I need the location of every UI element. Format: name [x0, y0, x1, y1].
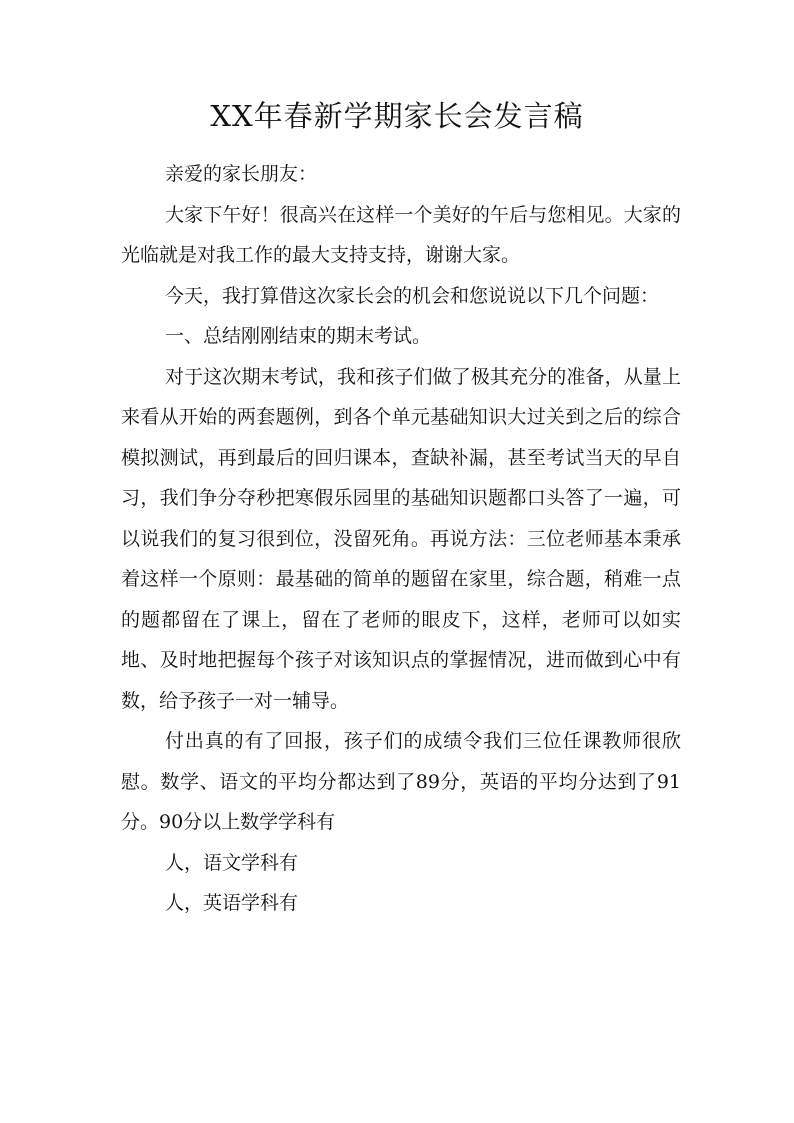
paragraph-intro: 今天，我打算借这次家长会的机会和您说说以下几个问题：	[165, 284, 660, 307]
paragraph-english-count: 人，英语学科有	[165, 892, 299, 914]
paragraph-exam-prep: 对于这次期末考试，我和孩子们做了极其充分的准备，从量上来看从开始的两套题例，到各个单元基础知识大过关到之后的综合模拟测试，再到最后的回归课本，查缺补漏，甚至考试当天的早自习，我们争分夺秒把寒假乐园里的基础知识题都口头答了一遍，可以说我们的复习很到位，没留死角。再说方法：三位老师基本秉承着这样一个原则：最基础的简单的题留在家里，综合题，稍难一点的题都留在了课上，留在了老师的眼皮下，这样，老师可以如实地、及时地把握每个孩子对该知识点的掌握情况，进而做到心中有数，给予孩子一对一辅导。	[121, 365, 681, 712]
section-heading-1: 一、总结刚刚结束的期末考试。	[165, 325, 432, 347]
paragraph-results: 付出真的有了回报，孩子们的成绩令我们三位任课教师很欣慰。数学、语文的平均分都达到了89分，英语的平均分达到了91分。90分以上数学学科有	[121, 730, 681, 833]
document-body	[121, 154, 681, 924]
paragraph-greeting: 大家下午好！很高兴在这样一个美好的午后与您相见。大家的光临就是对我工作的最大支持支持，谢谢大家。	[121, 203, 681, 266]
paragraph-chinese-count: 人，语文学科有	[165, 851, 299, 874]
document-title: XX年春新学期家长会发言稿	[210, 99, 584, 133]
salutation: 亲爱的家长朋友：	[165, 163, 318, 185]
